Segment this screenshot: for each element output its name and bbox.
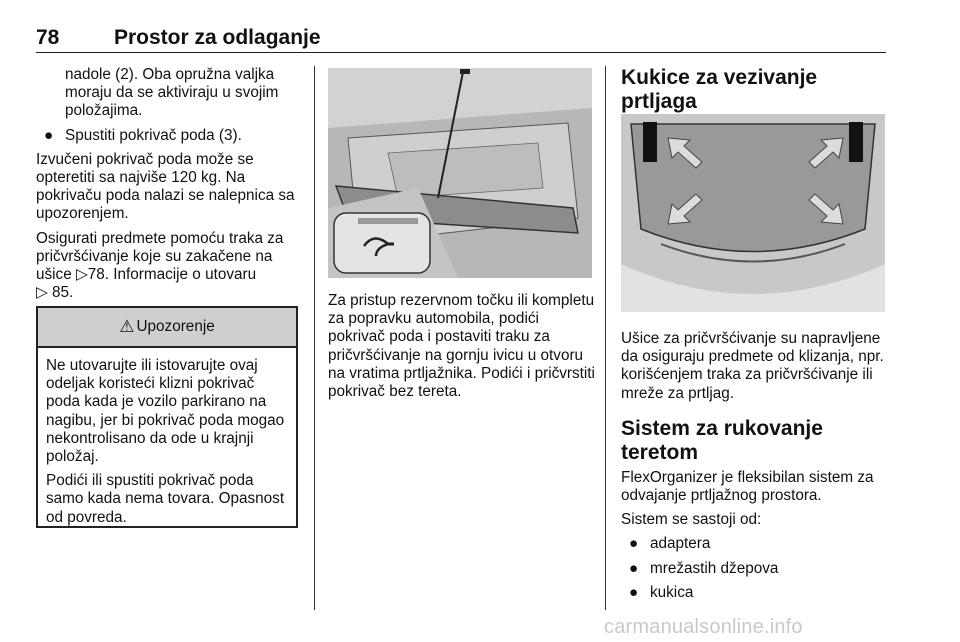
page-ref-link[interactable]: 78	[87, 266, 105, 284]
section-heading: Sistem za rukovanje teretom	[621, 416, 823, 464]
trunk-floor-cover-figure	[328, 68, 592, 278]
bullet-text: Spustiti pokrivač poda (3).	[65, 126, 242, 144]
right-column-top	[621, 66, 889, 118]
continued-paragraph: nadole (2). Oba opružna valjka moraju da se aktiviraju u svojim položajima.	[65, 66, 279, 120]
page-header	[36, 18, 886, 53]
page-number: 78	[36, 26, 60, 49]
bullet-icon: ●	[629, 535, 639, 553]
warning-triangle-icon: ⚠	[119, 317, 135, 336]
column-divider-right	[605, 66, 606, 610]
luggage-hooks-figure	[621, 114, 885, 312]
system-intro: Sistem se sastoji od:	[621, 511, 762, 529]
figure-caption: Za pristup rezervnom točku ili kompletu za popravku automobila, podići pokrivač poda i postaviti traku za pričvršćivanje na gornju ivicu u otvoru na vratima prtljažnika. Podići i pričvrstiti pokrivač bez tereta.	[328, 292, 595, 401]
page-ref-icon: ▷	[36, 284, 48, 302]
section-heading: Kukice za vezivanje prtljaga	[621, 66, 818, 113]
left-column	[36, 66, 298, 308]
page-title: Prostor za odlaganje	[114, 26, 321, 49]
list-item: ● kukica	[629, 583, 694, 601]
page-ref-link[interactable]: 85	[52, 284, 70, 302]
warning-text: Podići ili spustiti pokrivač poda samo kada nema tovara. Opasnost od povreda.	[46, 472, 285, 526]
warning-text: Ne utovarujte ili istovarujte ovaj odeljak koristeći klizni pokrivač poda kada je vozilo parkirano na nagibu, jer bi pokrivač poda mogao nekontrolisano da ode u krajnji položaj.	[46, 357, 285, 466]
bullet-icon: ●	[629, 559, 639, 577]
warning-title: Upozorenje	[136, 318, 215, 335]
warning-box	[36, 306, 298, 528]
right-column-body	[621, 330, 889, 608]
list-item: ● mrežastih džepova	[629, 559, 779, 577]
load-paragraph: Izvučeni pokrivač poda može se opteretiti sa najviše 120 kg. Na pokrivaču poda nalazi se nalepnica sa upozorenjem.	[36, 150, 295, 223]
strap-hook	[460, 69, 470, 74]
secure-paragraph: Osigurati predmete pomoću traka za pričvršćivanje koje su zakačene na ušice ▷78. Informacije o utovaru ▷ 85.	[36, 229, 284, 302]
right-pillar	[849, 122, 863, 162]
watermark: carmanualsonline.info	[604, 616, 803, 638]
warning-body	[38, 348, 296, 527]
bullet-icon: ●	[44, 126, 54, 144]
middle-column	[328, 292, 596, 407]
left-pillar	[643, 122, 657, 162]
page-ref-icon: ▷	[75, 266, 88, 284]
hooks-paragraph: Ušice za pričvršćivanje su napravljene da osiguraju predmete od klizanja, npr. korišćenjem traka za pričvršćivanje ili mreže za prtljag.	[621, 330, 884, 402]
warning-header	[38, 308, 296, 348]
flexorganizer-paragraph: FlexOrganizer je fleksibilan sistem za odvajanje prtljažnog prostora.	[621, 468, 874, 505]
bullet-icon: ●	[629, 583, 639, 601]
bullet-item	[36, 127, 298, 145]
inset-latch-strip	[358, 218, 418, 224]
column-divider-left	[314, 66, 315, 610]
list-item: ● adaptera	[629, 535, 711, 553]
